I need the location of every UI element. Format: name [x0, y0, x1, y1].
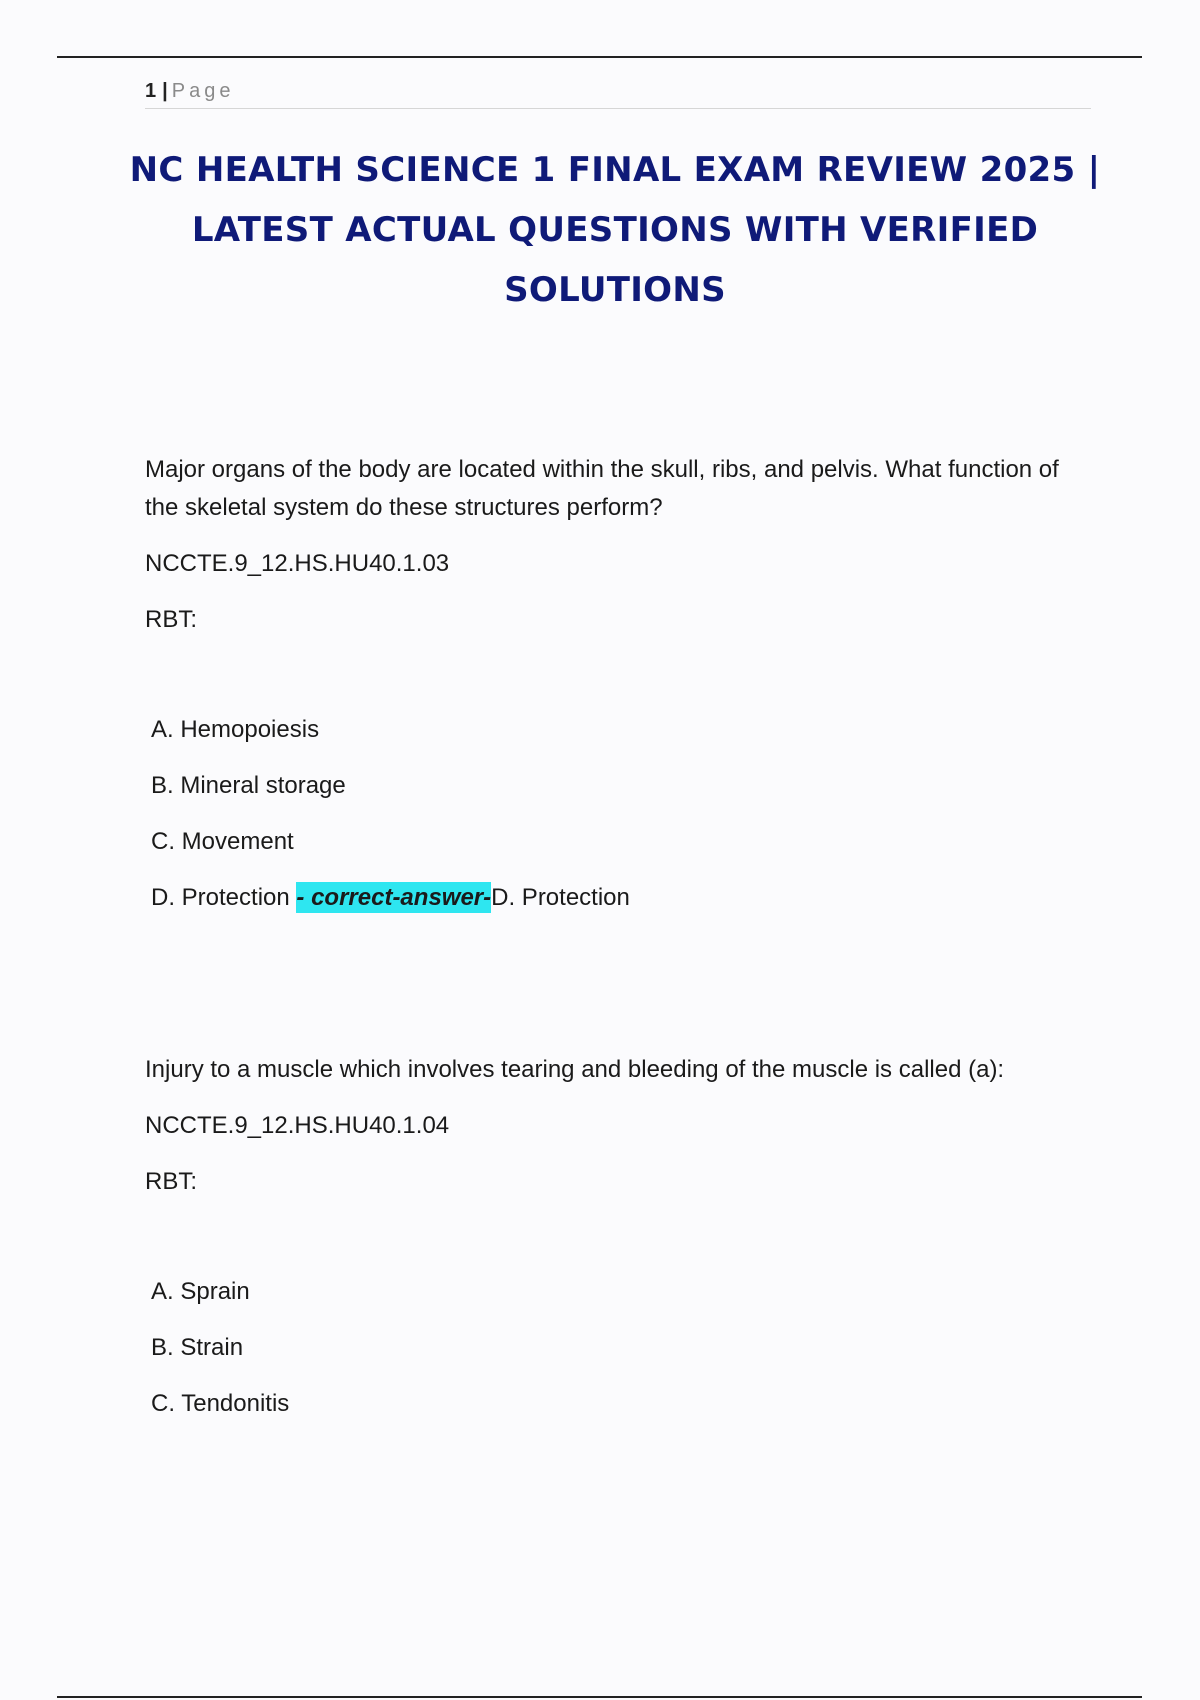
standard-code: NCCTE.9_12.HS.HU40.1.04	[145, 1112, 450, 1139]
page-number: 1	[145, 80, 157, 102]
correct-answer-marker: - correct-answer-	[296, 884, 492, 911]
question-text: Major organs of the body are located within the skull, ribs, and pelvis. What function of the skeletal system do these structures perform?	[145, 456, 1059, 521]
rbt-label: RBT:	[145, 1168, 198, 1195]
option-a: A. Hemopoiesis	[151, 716, 320, 743]
option-c: C. Movement	[151, 828, 294, 855]
question-2	[145, 1051, 1095, 1441]
top-rule	[57, 56, 1142, 58]
answer-options	[145, 711, 1095, 935]
correct-answer-text: D. Protection	[491, 884, 630, 911]
page-word: Page	[171, 80, 235, 102]
option-d-label: D. Protection	[151, 884, 297, 911]
document-title: NC HEALTH SCIENCE 1 FINAL EXAM REVIEW 2025 | LATEST ACTUAL QUESTIONS WITH VERIFIED SOLUTIONS	[129, 150, 1101, 310]
option-d	[145, 879, 1095, 935]
page-header	[145, 74, 1091, 109]
question-text: Injury to a muscle which involves tearing and bleeding of the muscle is called (a):	[145, 1056, 1005, 1083]
page-separator: |	[162, 80, 168, 102]
answer-options	[145, 1273, 1095, 1441]
option-b: B. Mineral storage	[151, 772, 346, 799]
option-c: C. Tendonitis	[151, 1390, 290, 1417]
bottom-rule	[57, 1696, 1142, 1698]
option-a: A. Sprain	[151, 1278, 250, 1305]
standard-code: NCCTE.9_12.HS.HU40.1.03	[145, 550, 450, 577]
option-b: B. Strain	[151, 1334, 244, 1361]
rbt-label: RBT:	[145, 606, 198, 633]
question-1	[145, 451, 1095, 935]
